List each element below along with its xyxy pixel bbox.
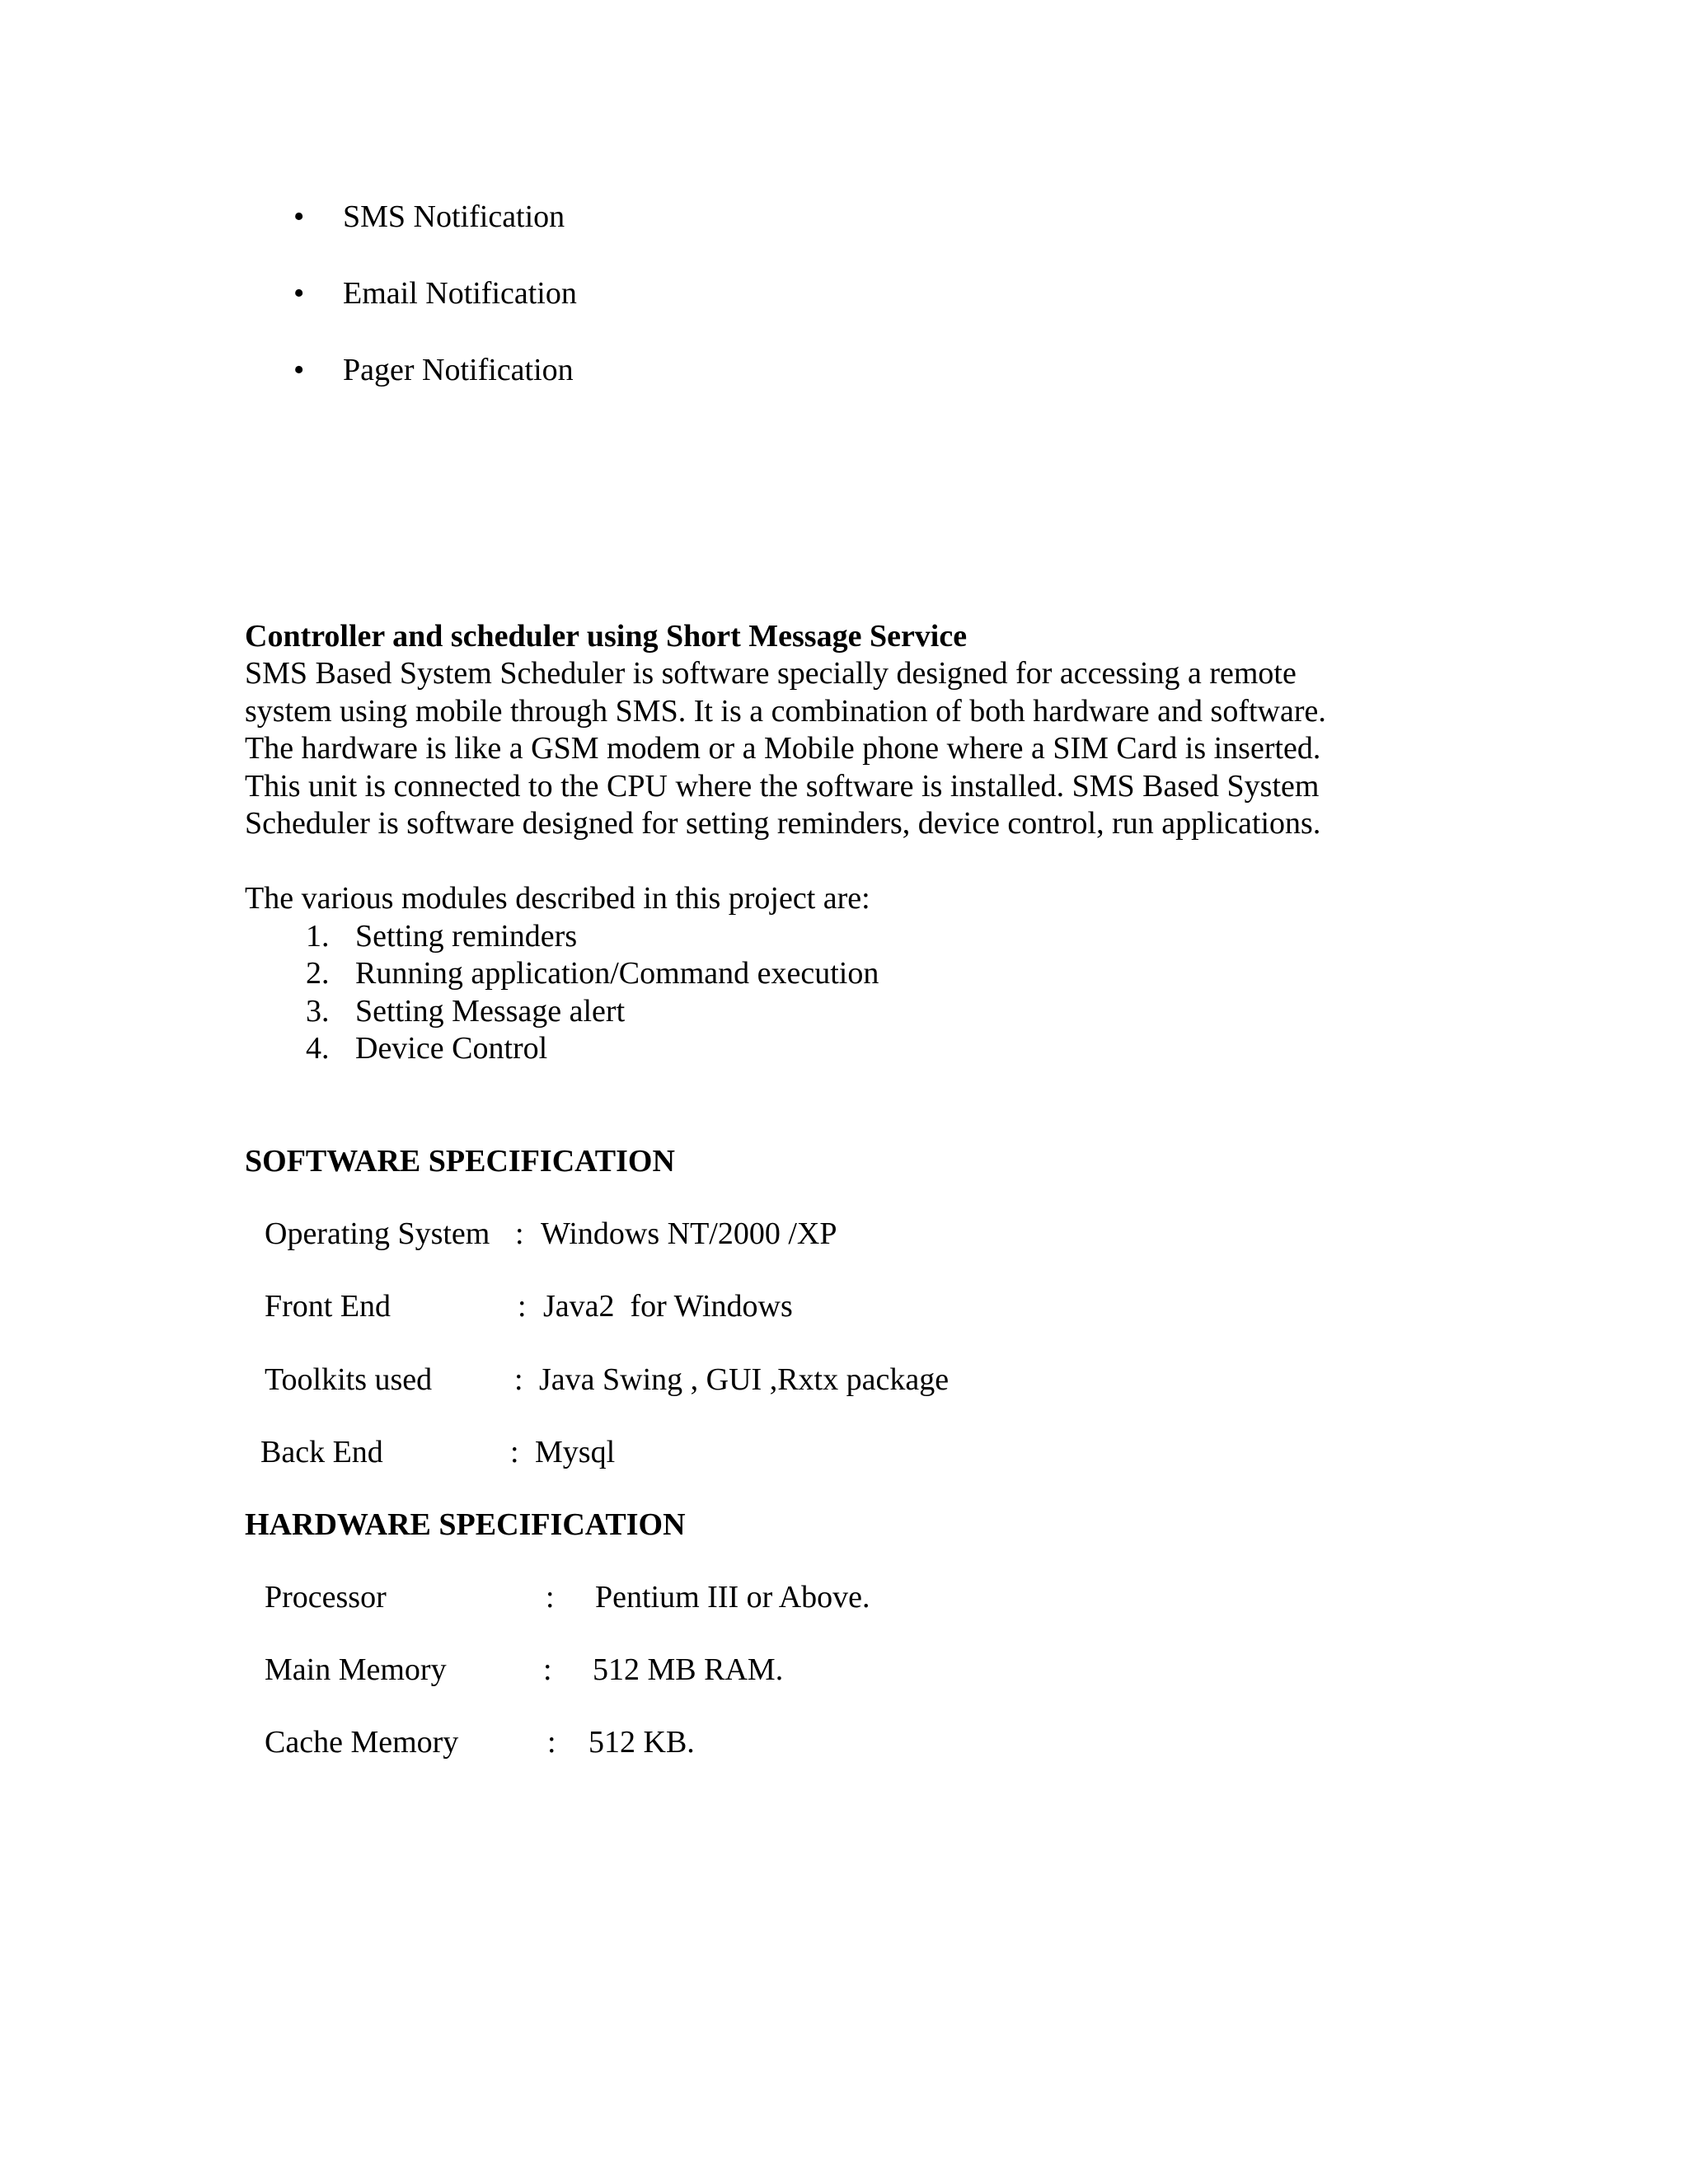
spec-value: Java Swing , GUI ,Rxtx package <box>539 1362 950 1397</box>
spec-label: Back End <box>260 1435 383 1469</box>
modules-intro: The various modules described in this project are: <box>245 881 870 916</box>
list-item: Device Control <box>355 1031 548 1066</box>
list-item: Setting reminders <box>355 919 578 954</box>
spec-separator: : <box>510 1435 519 1469</box>
spec-label: Toolkits used <box>265 1362 433 1397</box>
bullet-item-sms: SMS Notification <box>343 199 565 234</box>
spec-value: 512 KB. <box>588 1725 695 1760</box>
spec-label: Processor <box>265 1580 387 1615</box>
spec-value: Mysql <box>535 1435 616 1469</box>
spec-label: Operating System <box>265 1216 490 1251</box>
list-number: 3. <box>306 994 330 1029</box>
spec-separator: : <box>546 1580 555 1615</box>
list-number: 1. <box>306 919 330 954</box>
spec-value: 512 MB RAM. <box>593 1652 784 1687</box>
paragraph-line: Scheduler is software designed for setting reminders, device control, run applications. <box>245 806 1321 841</box>
spec-value: Windows NT/2000 /XP <box>541 1216 837 1251</box>
spec-separator: : <box>515 1216 524 1251</box>
bullet-icon: • <box>293 276 305 311</box>
list-item: Setting Message alert <box>355 994 626 1029</box>
list-item: Running application/Command execution <box>355 956 879 991</box>
spec-separator: : <box>514 1362 523 1397</box>
paragraph-line: SMS Based System Scheduler is software specially designed for accessing a remote <box>245 656 1296 691</box>
paragraph-line: The hardware is like a GSM modem or a Mobile phone where a SIM Card is inserted. <box>245 731 1321 766</box>
spec-separator: : <box>547 1725 556 1760</box>
bullet-item-email: Email Notification <box>343 276 577 311</box>
spec-separator: : <box>543 1652 552 1687</box>
bullet-icon: • <box>293 199 305 234</box>
section-heading: Controller and scheduler using Short Message Service <box>245 619 968 654</box>
list-number: 2. <box>306 956 330 991</box>
spec-value: Pentium III or Above. <box>595 1580 870 1615</box>
bullet-item-pager: Pager Notification <box>343 353 574 387</box>
paragraph-line: system using mobile through SMS. It is a combination of both hardware and software. <box>245 694 1326 729</box>
spec-label: Front End <box>265 1289 392 1324</box>
software-heading: SOFTWARE SPECIFICATION <box>245 1144 675 1179</box>
hardware-heading: HARDWARE SPECIFICATION <box>245 1507 686 1542</box>
spec-separator: : <box>518 1289 527 1324</box>
paragraph-line: This unit is connected to the CPU where the software is installed. SMS Based System <box>245 769 1320 804</box>
bullet-icon: • <box>293 353 305 387</box>
spec-value: Java2 for Windows <box>543 1289 793 1324</box>
list-number: 4. <box>306 1031 330 1066</box>
spec-label: Cache Memory <box>265 1725 459 1760</box>
spec-label: Main Memory <box>265 1652 447 1687</box>
